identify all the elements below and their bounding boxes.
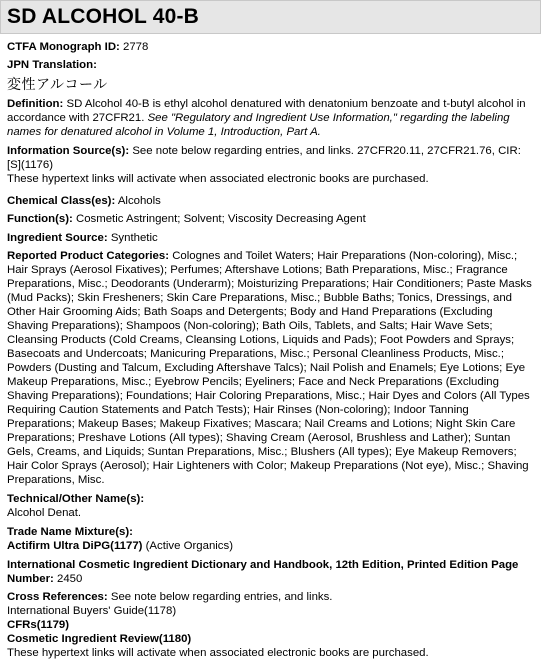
- cir-link[interactable]: [S](1176): [7, 159, 54, 171]
- technical-names-value: Alcohol Denat.: [7, 507, 82, 519]
- buyers-guide-link[interactable]: International Buyers' Guide(1178): [7, 605, 177, 617]
- product-categories-line: Makeup Preparations, Misc.; Eyebrow Pencils; Eyeliners; Face and Neck Preparations (Excluding: [7, 376, 499, 388]
- functions-value: Cosmetic Astringent; Solvent; Viscosity Decreasing Agent: [75, 213, 366, 225]
- jpn-label: JPN Translation:: [7, 59, 97, 71]
- product-categories-line: Requiring Caution Statements and Patch Tests); Hair Rinses (Non-coloring); Indoor Tanning: [7, 404, 469, 416]
- product-categories-line: Preparations, Misc.; Deodorants (Underarm); Moisturizing Preparations; Hair Conditioners; Paste Masks: [7, 278, 532, 290]
- page-title: SD ALCOHOL 40-B: [7, 5, 200, 28]
- definition-label: Definition:: [7, 98, 64, 110]
- definition-block: [7, 97, 542, 139]
- product-categories-line: Hair Color Sprays (Aerosol); Hair Lighteners with Color; Makeup Preparations (Not eye), Misc.; Shaving: [7, 460, 529, 472]
- trade-name-link[interactable]: Actifirm Ultra DiPG(1177): [7, 540, 143, 552]
- cross-references-note: These hypertext links will activate when associated electronic books are purchased.: [7, 647, 429, 659]
- monograph-id-value: 2778: [123, 41, 149, 53]
- monograph-id-label: CTFA Monograph ID:: [7, 41, 120, 53]
- trade-name-label: Trade Name Mixture(s):: [7, 526, 133, 538]
- cross-references-label: Cross References:: [7, 591, 108, 603]
- product-categories-line: Preparations; Makeup Bases; Makeup Fixatives; Mascara; Nail Creams and Lotions; Night Skin Care: [7, 418, 516, 430]
- product-categories-line: Basecoats and Undercoats; Manicuring Preparations, Misc.; Personal Cleanliness Products, Misc.;: [7, 348, 504, 360]
- jpn-label-row: [7, 58, 542, 72]
- monograph-id-row: [7, 40, 542, 54]
- ingredient-source-row: [7, 231, 542, 245]
- product-categories-line: Other Hair Grooming Aids; Bath Soaps and Detergents; Body and Hand Preparations (Excluding: [7, 306, 493, 318]
- information-source-text: See note below regarding entries, and links. 27CFR20.11, 27CFR21.76, CIR:: [132, 145, 521, 157]
- title-bar: [0, 0, 541, 34]
- cross-references-text: See note below regarding entries, and links.: [110, 591, 333, 603]
- product-categories-line: Colognes and Toilet Waters; Hair Preparations (Non-coloring), Misc.;: [172, 250, 518, 262]
- information-source-block: [7, 144, 542, 186]
- ingredient-source-label: Ingredient Source:: [7, 232, 108, 244]
- product-categories-block: [7, 249, 542, 487]
- definition-note: See "Regulatory and Ingredient Use Information," regarding the labeling names for denatured alcohol in Volume 1, Introduction, Part A.: [7, 112, 510, 138]
- information-source-note: These hypertext links will activate when associated electronic books are purchased.: [7, 173, 429, 185]
- chemical-class-label: Chemical Class(es):: [7, 195, 116, 207]
- definition-text: SD Alcohol 40-B is ethyl alcohol denatured with denatonium benzoate and t-butyl alcohol in accordance with 27CFR21.: [7, 98, 526, 124]
- cir-review-link[interactable]: Cosmetic Ingredient Review(1180): [7, 633, 192, 645]
- product-categories-line: Preparations, Misc.: [7, 474, 105, 486]
- dictionary-number-label: Number:: [7, 573, 54, 585]
- product-categories-line: Powders (Dusting and Talcum, Excluding Aftershave Talcs); Nail Polish and Enamels; Eye Lotions; Eye: [7, 362, 526, 374]
- jpn-value: 変性アルコール: [7, 76, 108, 92]
- technical-names-block: [7, 492, 542, 520]
- chemical-class-value: Alcohols: [117, 195, 161, 207]
- product-categories-line: Gels, Creams, and Liquids; Suntan Preparations, Misc.; Blushers (All types); Eye Makeup Removers;: [7, 446, 517, 458]
- product-categories-line: Shaving Preparations); Shampoos (Non-coloring); Bath Oils, Tablets, and Salts; Hair Wave Sets;: [7, 320, 493, 332]
- trade-name-supplier: (Active Organics): [145, 540, 233, 552]
- dictionary-block: [7, 558, 542, 586]
- chemical-class-row: [7, 194, 542, 208]
- product-categories-line: Shaving Preparations); Foundations; Hair Coloring Preparations, Misc.; Hair Dyes and Colors (All Types: [7, 390, 530, 402]
- product-categories-line: Hair Sprays (Aerosol Fixatives); Perfumes; Aftershave Lotions; Bath Preparations, Misc.; Fragrance: [7, 264, 508, 276]
- product-categories-line: (Mud Packs); Skin Fresheners; Skin Care Preparations, Misc.; Bubble Baths; Tonics, Dressings, and: [7, 292, 512, 304]
- product-categories-line: Preparations; Preshave Lotions (All types); Shaving Cream (Aerosol, Brushless and Lather); Suntan: [7, 432, 511, 444]
- ingredient-source-value: Synthetic: [110, 232, 158, 244]
- cfrs-link[interactable]: CFRs(1179): [7, 619, 70, 631]
- functions-row: [7, 212, 542, 226]
- dictionary-label: International Cosmetic Ingredient Dictionary and Handbook, 12th Edition, Printed Edition Page: [7, 559, 519, 571]
- functions-label: Function(s):: [7, 213, 73, 225]
- information-source-label: Information Source(s):: [7, 145, 130, 157]
- trade-name-block: [7, 525, 542, 553]
- technical-names-label: Technical/Other Name(s):: [7, 493, 145, 505]
- dictionary-page-number: 2450: [57, 573, 83, 585]
- cross-references-block: [7, 590, 542, 660]
- product-categories-label: Reported Product Categories:: [7, 250, 170, 262]
- product-categories-line: Cleansing Products (Cold Creams, Cleansing Lotions, Liquids and Pads); Foot Powders and Sprays;: [7, 334, 515, 346]
